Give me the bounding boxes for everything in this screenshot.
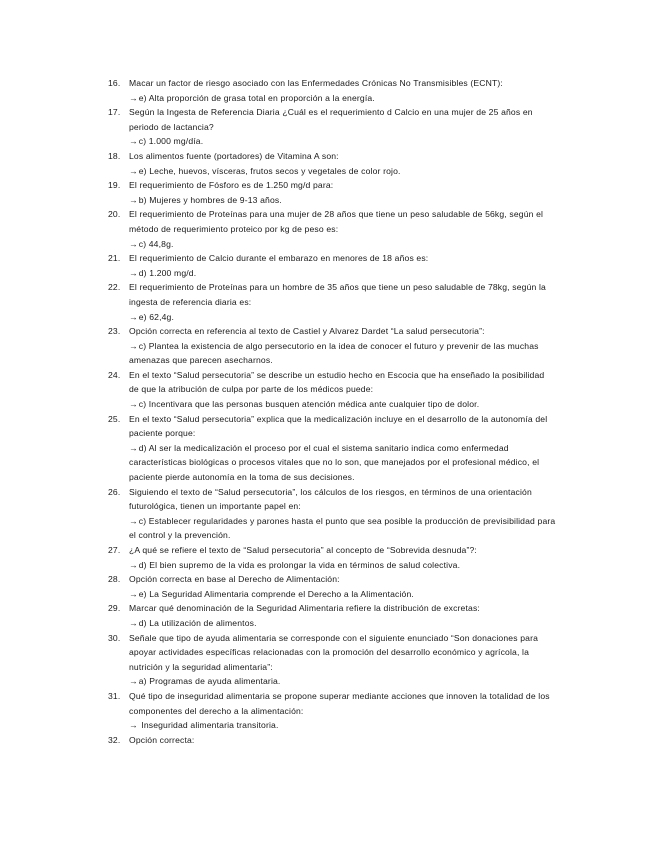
answer-text: Inseguridad alimentaria transitoria. (138, 720, 279, 731)
answer-text: c) Plantea la existencia de algo persecutorio en la idea de conocer el futuro y prevenir de las muchas amenazas que parecen asecharnos. (129, 340, 539, 366)
answer-text: c) 1.000 mg/día. (138, 136, 204, 147)
question-item (108, 368, 556, 412)
question-number: 19. (108, 180, 121, 191)
answer-line (129, 616, 556, 631)
question-text: ¿A qué se refiere el texto de “Salud persecutoria” al concepto de “Sobrevida desnuda”?: (129, 545, 477, 555)
answer-line (129, 587, 556, 602)
arrow-right-icon: → (129, 267, 138, 278)
answer-line (129, 193, 556, 208)
question-text: Según la Ingesta de Referencia Diaria ¿Cuál es el requerimiento d Calcio en una mujer de 25 años en periodo de lactancia? (129, 107, 533, 132)
answer-text: e) La Seguridad Alimentaria comprende el Derecho a la Alimentación. (138, 588, 414, 599)
arrow-right-icon: → (129, 136, 138, 147)
answer-text: b) Mujeres y hombres de 9-13 años. (138, 194, 282, 205)
answer-text: c) Incentivara que las personas busquen atención médica ante cualquier tipo de dolor. (138, 399, 480, 410)
question-number: 25. (108, 413, 121, 424)
arrow-right-icon: → (129, 238, 138, 249)
question-item (108, 412, 556, 485)
answer-line (129, 310, 556, 325)
question-text: Qué tipo de inseguridad alimentaria se propone superar mediante acciones que innoven la totalidad de los componentes del derecho a la alimentación: (129, 690, 550, 716)
answer-line (129, 441, 556, 485)
question-text: Opción correcta en referencia al texto de Castiel y Alvarez Dardet “La salud persecutoria”: (129, 326, 485, 337)
question-item (108, 251, 556, 280)
answer-line (129, 134, 556, 149)
question-item (108, 485, 556, 543)
question-item (108, 105, 556, 149)
arrow-right-icon: → (129, 442, 138, 453)
question-item (108, 733, 556, 748)
question-number: 32. (108, 734, 121, 745)
question-text: Macar un factor de riesgo asociado con las Enfermedades Crónicas No Transmisibles (ECNT): (129, 78, 503, 88)
arrow-right-icon: → (129, 92, 138, 103)
arrow-right-icon: → (129, 515, 138, 526)
arrow-right-icon: → (129, 399, 138, 410)
question-item (108, 76, 556, 105)
question-text: En el texto “Salud persecutoria” explica que la medicalización incluye en el desarrollo de la autonomía del paciente porque: (129, 413, 548, 439)
question-text: Opción correcta: (129, 734, 195, 745)
question-number: 22. (108, 282, 121, 293)
answer-text: d) El bien supremo de la vida es prolongar la vida en términos de salud colectiva. (138, 559, 461, 570)
question-text: Opción correcta en base al Derecho de Alimentación: (129, 574, 340, 585)
question-text: El requerimiento de Calcio durante el embarazo en menores de 18 años es: (129, 253, 429, 264)
answer-line (129, 91, 556, 106)
answer-line (129, 266, 556, 281)
question-item (108, 689, 556, 733)
question-number: 17. (108, 107, 121, 118)
arrow-right-icon: → (129, 588, 138, 599)
answer-line (129, 237, 556, 252)
arrow-right-icon: → (129, 194, 138, 205)
question-text: El requerimiento de Proteínas para una mujer de 28 años que tiene un peso saludable de 56kg, según el método de requerimiento proteico por kg de peso es: (129, 209, 544, 234)
arrow-right-icon: → (129, 311, 138, 322)
question-number: 26. (108, 486, 121, 497)
question-text: Marcar qué denominación de la Seguridad Alimentaria refiere la distribución de excretas: (129, 603, 480, 614)
answer-text: d) La utilización de alimentos. (138, 617, 257, 628)
arrow-right-icon: → (129, 340, 138, 351)
answer-text: c) Establecer regularidades y parones hasta el punto que sea posible la producción de previsibilidad para el control y la prevención. (129, 515, 556, 541)
arrow-right-icon: → (129, 720, 138, 731)
answer-line (129, 514, 556, 543)
answer-line (129, 339, 556, 368)
answer-text: d) Al ser la medicalización el proceso por el cual el sistema sanitario indica como enfermedad características biológicas o procesos vitales que no lo son, que manejados por el profesional médico, el paciente pierde autonomía en la toma de sus decisiones. (129, 442, 540, 483)
question-number: 18. (108, 150, 121, 161)
question-text: En el texto “Salud persecutoria” se describe un estudio hecho en Escocia que ha enseñado la posibilidad de que la atribución de culpa por parte de los médicos puede: (129, 369, 545, 395)
question-number: 21. (108, 253, 121, 264)
answer-text: e) Alta proporción de grasa total en proporción a la energía. (138, 92, 375, 103)
answer-text: c) 44,8g. (138, 238, 174, 249)
answer-text: a) Programas de ayuda alimentaria. (138, 676, 281, 687)
question-number: 16. (108, 78, 121, 88)
question-item (108, 631, 556, 689)
answer-text: e) 62,4g. (138, 311, 175, 322)
answer-line (129, 558, 556, 573)
question-text: Siguiendo el texto de “Salud persecutoria”, los cálculos de los riesgos, en términos de una orientación futurológica, tienen un importante papel en: (129, 486, 532, 512)
arrow-right-icon: → (129, 676, 138, 687)
question-number: 20. (108, 209, 121, 220)
answer-text: e) Leche, huevos, vísceras, frutos secos y vegetales de color rojo. (138, 165, 401, 176)
question-item (108, 178, 556, 207)
answer-line (129, 164, 556, 179)
question-list (108, 76, 556, 747)
question-item (108, 280, 556, 324)
question-item (108, 149, 556, 178)
answer-line (129, 397, 556, 412)
question-text: El requerimiento de Fósforo es de 1.250 mg/d para: (129, 180, 334, 191)
question-text: El requerimiento de Proteínas para un hombre de 35 años que tiene un peso saludable de 78kg, según la ingesta de referencia diaria es: (129, 282, 546, 307)
question-number: 31. (108, 690, 121, 701)
question-number: 29. (108, 603, 121, 614)
question-number: 27. (108, 545, 121, 555)
question-item (108, 207, 556, 251)
arrow-right-icon: → (129, 559, 138, 570)
answer-line (129, 718, 556, 733)
question-number: 24. (108, 369, 121, 380)
question-item (108, 543, 556, 572)
question-text: Señale que tipo de ayuda alimentaria se corresponde con el siguiente enunciado “Son donaciones para apoyar actividades específicas relacionadas con la promoción del desarrollo económico y agrícola, la nutrición y la seguridad alimentaria”: (129, 632, 539, 672)
arrow-right-icon: → (129, 617, 138, 628)
question-item (108, 572, 556, 601)
question-number: 23. (108, 326, 121, 337)
question-number: 28. (108, 574, 121, 585)
answer-text: d) 1.200 mg/d. (138, 267, 197, 278)
question-number: 30. (108, 632, 121, 643)
question-item (108, 601, 556, 630)
question-item (108, 324, 556, 368)
question-text: Los alimentos fuente (portadores) de Vitamina A son: (129, 150, 339, 161)
arrow-right-icon: → (129, 165, 138, 176)
answer-line (129, 674, 556, 689)
